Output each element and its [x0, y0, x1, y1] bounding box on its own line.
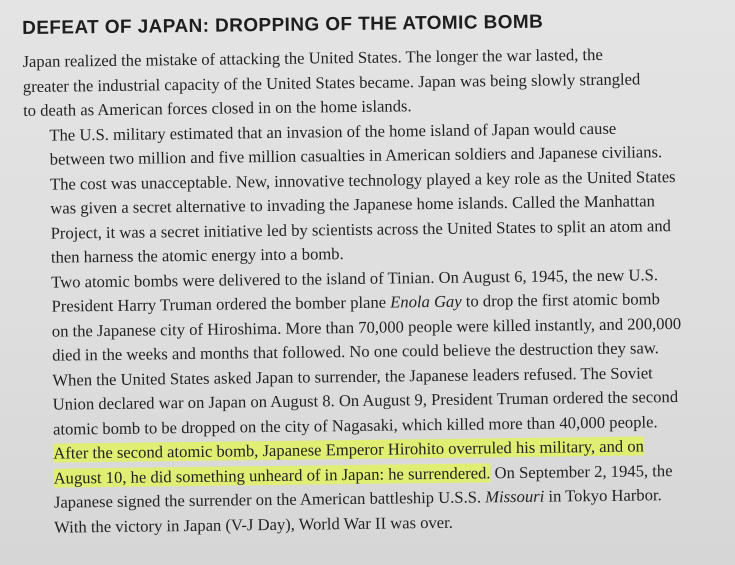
text-line: Project, it was a secret initiative led by scientists across the United States to split an atom and — [50, 215, 671, 243]
highlighted-text: After the second atomic bomb, Japanese Emperor Hirohito overruled his military, and on — [53, 436, 644, 463]
plane-name: Enola Gay — [390, 291, 462, 312]
text-segment: President Harry Truman ordered the bomber plane — [51, 292, 391, 316]
text-segment: to drop the first atomic bomb — [461, 289, 660, 311]
text-line: atomic bomb to be dropped on the city of Nagasaki, which killed more than 40,000 people. — [52, 411, 658, 439]
text-line: The U.S. military estimated that an invasion of the home island of Japan would cause — [49, 118, 617, 145]
text-line: Japan realized the mistake of attacking the United States. The longer the war lasted, the — [22, 44, 603, 71]
section-heading: DEFEAT OF JAPAN: DROPPING OF THE ATOMIC BOMB — [22, 11, 544, 39]
text-line: was given a secret alternative to invading the Japanese home islands. Called the Manhattan — [50, 191, 655, 218]
text-line: Union declared war on Japan on August 8. On August 9, President Truman ordered the second — [52, 387, 679, 414]
text-line: on the Japanese city of Hiroshima. More than 70,000 people were killed instantly, and 200,000 — [51, 313, 682, 341]
text-line: With the victory in Japan (V-J Day), World War II was over. — [54, 512, 453, 537]
text-line: The cost was unacceptable. New, innovative technology played a key role as the United States — [49, 166, 676, 194]
text-segment: in Tokyo Harbor. — [544, 485, 662, 506]
paragraph-3 — [25, 262, 717, 442]
text-line: When the United States asked Japan to surrender, the Japanese leaders refused. The Soviet — [52, 362, 653, 390]
text-line: Two atomic bombs were delivered to the island of Tinian. On August 6, 1945, the new U.S. — [51, 264, 659, 292]
text-line: greater the industrial capacity of the United States became. Japan was being slowly strangled — [22, 68, 641, 96]
paragraph-1 — [22, 42, 713, 124]
text-line: died in the weeks and months that followed. No one could believe the destruction they saw. — [52, 338, 659, 365]
text-line: between two million and five million casualties in American soldiers and Japanese civilians. — [49, 142, 663, 169]
text-line: to death as American forces closed in on the home islands. — [23, 96, 412, 120]
text-segment: On September 2, 1945, the — [490, 460, 673, 482]
paragraph-4 — [27, 434, 718, 540]
highlighted-text: August 10, he did something unheard of in Japan: he surrendered. — [53, 462, 491, 488]
ship-name: Missouri — [485, 486, 545, 507]
paragraph-2 — [23, 115, 715, 270]
text-segment: Japanese signed the surrender on the American battleship U.S.S. — [53, 487, 486, 512]
text-line: then harness the atomic energy into a bomb. — [50, 244, 344, 267]
page-content — [22, 10, 718, 540]
